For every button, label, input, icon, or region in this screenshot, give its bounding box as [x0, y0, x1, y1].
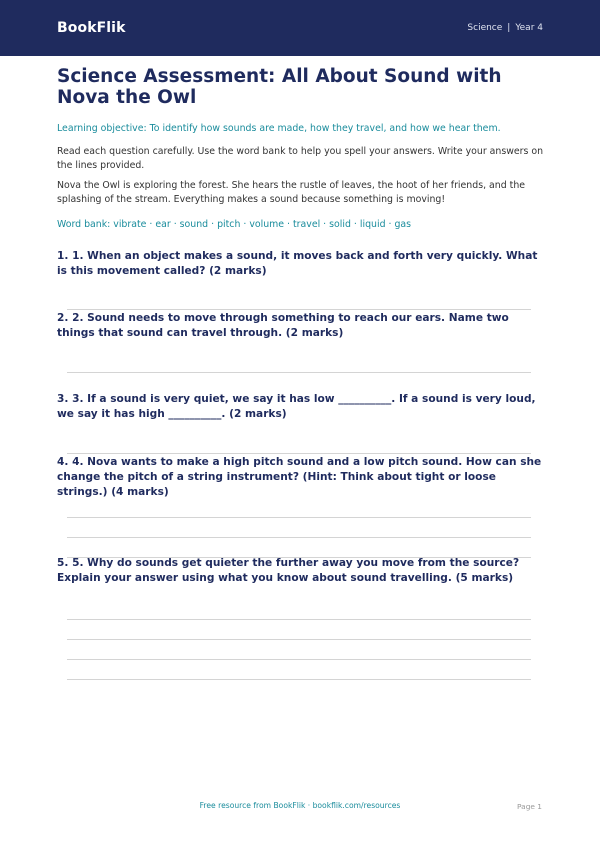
answer-line[interactable]	[67, 679, 531, 680]
answer-line[interactable]	[67, 639, 531, 640]
header-meta	[467, 23, 543, 33]
story-text: Nova the Owl is exploring the forest. She hears the rustle of leaves, the hoot of her friends, and the splashing of the stream. Everything makes a sound because something is moving!	[57, 180, 526, 205]
answer-line[interactable]	[67, 619, 531, 620]
instructions-text: Read each question carefully. Use the word bank to help you spell your answers. Write your answers on the lines provided.	[57, 146, 544, 171]
answer-line[interactable]	[67, 453, 531, 454]
learning-objective: Learning objective: To identify how sounds are made, how they travel, and how we hear them.	[57, 123, 501, 134]
question-4: 4. 4. Nova wants to make a high pitch sound and a low pitch sound. How can she change the pitch of a string instrument? (Hint: Think about tight or loose strings.) (4 marks)	[57, 456, 542, 498]
answer-line[interactable]	[67, 537, 531, 538]
question-2: 2. 2. Sound needs to move through something to reach our ears. Name two things that sound can travel through. (2 marks)	[57, 312, 509, 339]
meta-separator: |	[507, 23, 511, 33]
word-bank: Word bank: vibrate · ear · sound · pitch · volume · travel · solid · liquid · gas	[57, 219, 412, 230]
answer-line[interactable]	[67, 659, 531, 660]
question-3: 3. 3. If a sound is very quiet, we say it has low __________. If a sound is very loud, we say it has high __________. (2 marks)	[57, 393, 536, 420]
answer-line[interactable]	[67, 372, 531, 373]
page-number: Page 1	[517, 802, 542, 811]
answer-line[interactable]	[67, 517, 531, 518]
answer-line[interactable]	[67, 309, 531, 310]
page-title: Science Assessment: All About Sound with Nova the Owl	[57, 66, 502, 108]
question-5: 5. 5. Why do sounds get quieter the further away you move from the source? Explain your answer using what you know about sound travelling. (5 marks)	[57, 557, 520, 584]
subject-label: Science	[467, 23, 503, 33]
question-1: 1. 1. When an object makes a sound, it moves back and forth very quickly. What is this movement called? (2 marks)	[57, 250, 538, 277]
page-header	[0, 0, 600, 56]
year-label: Year 4	[515, 23, 543, 33]
brand-logo: BookFlik	[57, 20, 126, 36]
footer-credit: Free resource from BookFlik · bookflik.com/resources	[199, 801, 401, 810]
